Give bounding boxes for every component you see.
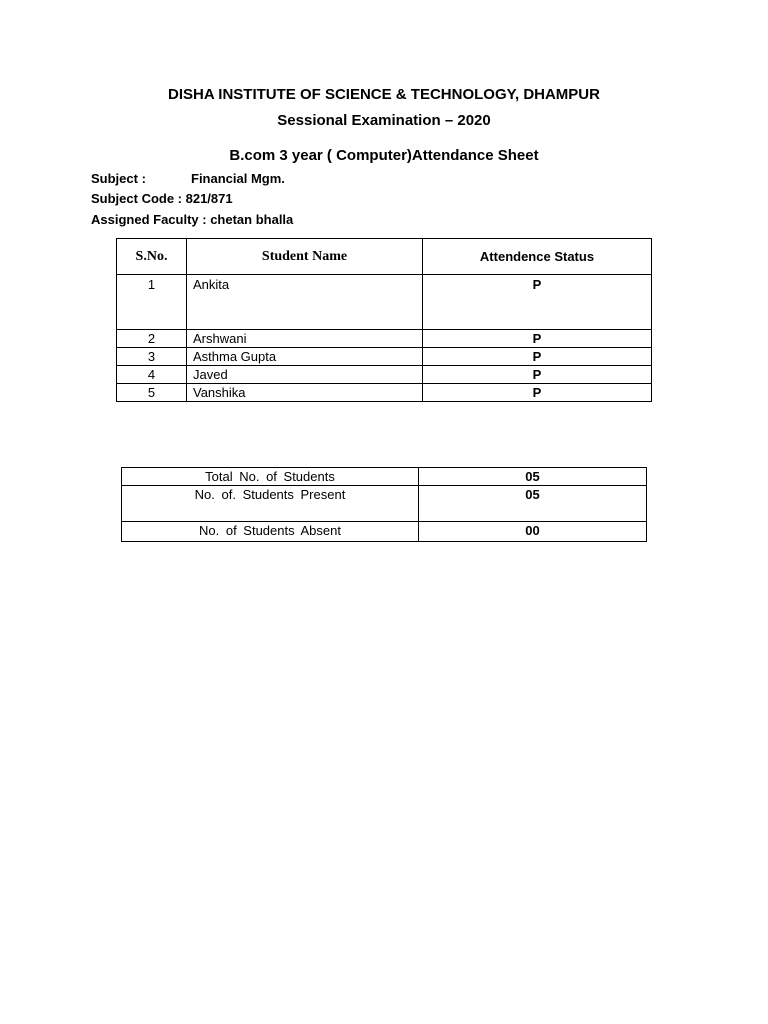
exam-title: Sessional Examination – 2020 — [277, 112, 491, 129]
table-row — [117, 275, 652, 330]
subject-code: Subject Code : 821/871 — [91, 191, 233, 206]
student-name-cell: Arshwani — [187, 330, 423, 348]
student-name-cell: Vanshika — [187, 384, 423, 402]
student-name-cell: Asthma Gupta — [187, 348, 423, 366]
summary-value: 00 — [419, 522, 647, 542]
summary-row-present — [122, 486, 647, 522]
sno-cell: 1 — [117, 275, 187, 330]
summary-value: 05 — [419, 468, 647, 486]
sno-cell: 2 — [117, 330, 187, 348]
summary-row-total — [122, 468, 647, 486]
status-cell: P — [423, 366, 652, 384]
summary-table — [121, 467, 647, 542]
column-header-student-name: Student Name — [187, 239, 423, 275]
status-cell: P — [423, 330, 652, 348]
institute-title: DISHA INSTITUTE OF SCIENCE & TECHNOLOGY, DHAMPUR — [168, 86, 600, 103]
subject-line — [91, 171, 285, 186]
column-header-sno: S.No. — [117, 239, 187, 275]
sno-cell: 5 — [117, 384, 187, 402]
sheet-title: B.com 3 year ( Computer)Attendance Sheet — [229, 147, 539, 164]
summary-label: No. of. Students Present — [122, 486, 419, 522]
status-cell: P — [423, 275, 652, 330]
sno-cell: 4 — [117, 366, 187, 384]
summary-row-absent — [122, 522, 647, 542]
table-row — [117, 366, 652, 384]
summary-label: Total No. of Students — [122, 468, 419, 486]
status-cell: P — [423, 384, 652, 402]
sno-cell: 3 — [117, 348, 187, 366]
student-name-cell: Javed — [187, 366, 423, 384]
subject-label: Subject : — [91, 171, 146, 186]
status-cell: P — [423, 348, 652, 366]
column-header-status: Attendence Status — [423, 239, 652, 275]
attendance-table — [116, 238, 652, 402]
attendance-header-row — [117, 239, 652, 275]
summary-label: No. of Students Absent — [122, 522, 419, 542]
table-row — [117, 330, 652, 348]
table-row — [117, 348, 652, 366]
subject-value: Financial Mgm. — [191, 171, 285, 186]
summary-value: 05 — [419, 486, 647, 522]
assigned-faculty: Assigned Faculty : chetan bhalla — [91, 212, 294, 227]
student-name-cell: Ankita — [187, 275, 423, 330]
table-row — [117, 384, 652, 402]
